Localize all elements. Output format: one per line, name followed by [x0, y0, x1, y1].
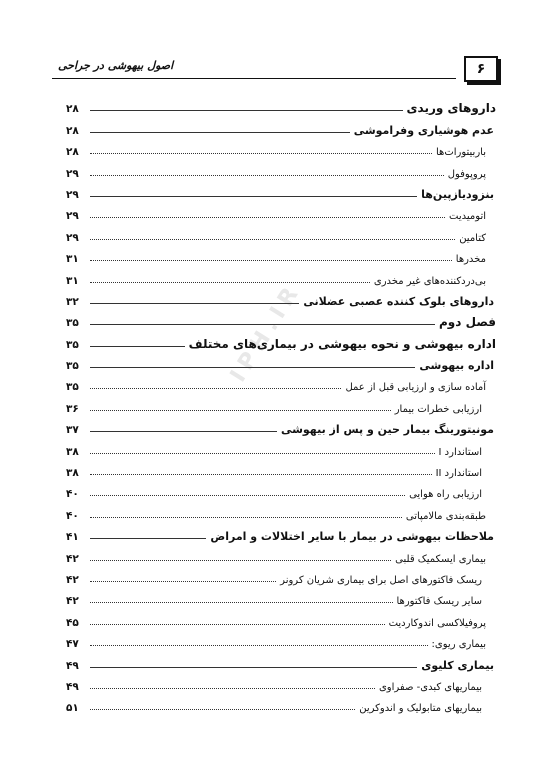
toc-entry-title: باربیتورات‌ها	[436, 147, 486, 159]
toc-leader-dots	[90, 560, 391, 561]
toc-leader-dots	[90, 346, 185, 347]
toc-entry-page: ۴۲	[66, 595, 79, 608]
toc-leader-dots	[90, 688, 375, 689]
toc-entry-page: ۴۵	[66, 616, 79, 629]
toc-entry-title: عدم هوشیاری وفراموشی	[353, 123, 494, 137]
toc-entry	[66, 458, 496, 479]
toc-leader-dots	[90, 602, 393, 603]
toc-leader-dots	[90, 581, 276, 582]
toc-entry	[66, 158, 496, 179]
toc-entry-page: ۳۵	[66, 381, 79, 394]
toc-entry-page: ۴۲	[66, 573, 79, 586]
toc-leader-dots	[90, 645, 428, 646]
toc-entry	[66, 650, 496, 671]
toc-entry	[66, 265, 496, 286]
toc-entry	[66, 244, 496, 265]
toc-entry-title: اتومیدیت	[449, 211, 486, 223]
toc-leader-dots	[90, 538, 206, 539]
toc-entry-title: بیماری ایسکمیک قلبی	[395, 553, 486, 565]
toc-leader-dots	[90, 132, 350, 133]
toc-entry-title: کتامین	[459, 232, 486, 244]
toc-entry-title: بیماریهای متابولیک و اندوکرین	[359, 703, 482, 715]
toc-entry	[66, 479, 496, 500]
toc-entry-page: ۲۸	[66, 103, 79, 116]
toc-entry	[66, 222, 496, 243]
toc-entry	[66, 351, 496, 372]
toc-entry-page: ۴۰	[66, 509, 79, 522]
toc-leader-dots	[90, 667, 417, 668]
toc-entry	[66, 436, 496, 457]
toc-leader-dots	[90, 324, 435, 325]
toc-leader-dots	[90, 474, 432, 475]
toc-entry-title: بنزودیازپین‌ها	[421, 187, 494, 201]
toc-entry	[66, 522, 496, 543]
toc-entry-page: ۲۸	[66, 146, 79, 159]
page-number-box: ۶	[464, 56, 498, 82]
toc-entry-page: ۳۶	[66, 402, 79, 415]
toc-entry-page: ۴۲	[66, 552, 79, 565]
toc-entry	[66, 629, 496, 650]
toc-entry-title: بیماریهای کبدی- صفراوی	[378, 681, 482, 693]
toc-leader-dots	[90, 110, 403, 111]
toc-leader-dots	[90, 517, 402, 518]
header-rule	[52, 78, 456, 79]
toc-entry-page: ۳۱	[66, 274, 79, 287]
toc-entry-page: ۲۹	[66, 210, 79, 223]
toc-entry-title: ارزیابی خطرات بیمار	[394, 403, 482, 415]
toc-leader-dots	[90, 431, 277, 432]
toc-entry	[66, 607, 496, 628]
toc-entry-page: ۴۰	[66, 488, 79, 501]
toc-entry	[66, 415, 496, 436]
toc-entry	[66, 308, 496, 329]
toc-leader-dots	[90, 153, 432, 154]
toc-entry-page: ۳۵	[66, 317, 79, 330]
toc-entry	[66, 180, 496, 201]
toc-entry	[66, 500, 496, 521]
toc-entry	[66, 693, 496, 714]
toc-entry	[66, 565, 496, 586]
toc-leader-dots	[90, 367, 415, 368]
toc-entry	[66, 94, 496, 115]
toc-leader-dots	[90, 709, 355, 710]
toc-entry-title: سایر ریسک فاکتورها	[396, 596, 482, 608]
toc-leader-dots	[90, 282, 370, 283]
watermark: IPH.IR	[225, 278, 307, 387]
toc-entry-page: ۵۱	[66, 702, 79, 715]
toc-entry-title: مونیتورینگ بیمار حین و پس از بیهوشی	[280, 423, 494, 437]
toc-entry	[66, 287, 496, 308]
toc-leader-dots	[90, 260, 452, 261]
toc-leader-dots	[90, 217, 445, 218]
toc-entry-title: بیماری ریوی:	[431, 639, 486, 651]
toc-entry-page: ۲۹	[66, 188, 79, 201]
toc-entry	[66, 543, 496, 564]
toc-entry-page: ۳۷	[66, 424, 79, 437]
toc-entry-title: استاندارد I	[438, 446, 482, 458]
toc-entry-page: ۳۵	[66, 360, 79, 373]
toc-entry-title: ملاحظات بیهوشی در بیمار با سایر اختلالات و امراض	[210, 530, 494, 544]
toc-leader-dots	[90, 624, 385, 625]
toc-entry	[66, 372, 496, 393]
toc-entry	[66, 329, 496, 350]
toc-entry-page: ۲۹	[66, 167, 79, 180]
toc-entry-page: ۴۹	[66, 680, 79, 693]
toc-entry-title: آماده سازی و ارزیابی قبل از عمل	[345, 382, 486, 394]
toc-entry-page: ۴۷	[66, 638, 79, 651]
toc-entry-page: ۳۸	[66, 445, 79, 458]
toc-entry-page: ۳۸	[66, 467, 79, 480]
toc-entry-page: ۳۲	[66, 295, 79, 308]
toc-entry-title: بیماری کلیوی	[421, 658, 494, 672]
toc-leader-dots	[90, 453, 435, 454]
toc-entry-title: بی‌دردکننده‌های غیر مخدری	[373, 275, 486, 287]
toc-entry-title: مخدرها	[455, 254, 486, 266]
toc-entry	[66, 201, 496, 222]
page-header	[52, 56, 498, 82]
toc-entry-title: ارزیابی راه هوایی	[409, 489, 482, 501]
toc-entry-title: استاندارد II	[435, 468, 482, 480]
toc-entry-title: طبقه‌بندی مالامپاتی	[405, 510, 486, 522]
toc-entry-page: ۴۹	[66, 659, 79, 672]
running-title: اصول بیهوشی در جراحی	[58, 59, 174, 72]
toc-leader-dots	[90, 410, 391, 411]
toc-entry	[66, 586, 496, 607]
toc-entry-page: ۴۱	[66, 531, 79, 544]
toc-entry-page: ۳۵	[66, 338, 79, 351]
toc-entry-title: داروهای بلوک کننده عصبی عضلانی	[303, 294, 494, 308]
toc-entry	[66, 137, 496, 158]
toc-entry-title: فصل دوم	[439, 315, 496, 330]
toc-entry	[66, 672, 496, 693]
toc-entry-page: ۲۸	[66, 124, 79, 137]
toc-entry-title: اداره بیهوشی و نحوه بیهوشی در بیماری‌های مختلف	[188, 336, 496, 351]
toc-leader-dots	[90, 303, 299, 304]
toc-leader-dots	[90, 388, 341, 389]
toc-leader-dots	[90, 239, 455, 240]
table-of-contents	[66, 94, 496, 714]
toc-entry-title: پروفیلاکسی اندوکاردیت	[388, 617, 486, 629]
toc-leader-dots	[90, 196, 417, 197]
toc-leader-dots	[90, 495, 405, 496]
toc-entry	[66, 115, 496, 136]
toc-entry	[66, 393, 496, 414]
toc-entry-title: اداره بیهوشی	[419, 359, 494, 373]
toc-entry-title: داروهای وریدی	[406, 101, 496, 116]
toc-entry-page: ۲۹	[66, 231, 79, 244]
toc-entry-title: پروپوفول	[447, 168, 486, 180]
toc-entry-page: ۳۱	[66, 253, 79, 266]
toc-entry-title: ریسک فاکتورهای اصل برای بیماری شریان کرونر	[280, 574, 482, 586]
toc-leader-dots	[90, 175, 444, 176]
